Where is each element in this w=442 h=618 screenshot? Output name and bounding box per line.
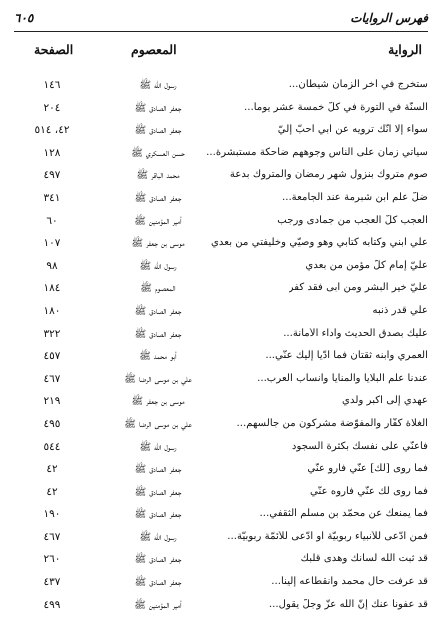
page-cell: ١٠٧ <box>43 237 61 250</box>
masoom-cell: موسى بن جعفر ﷺ <box>131 396 185 408</box>
table-row <box>14 596 428 618</box>
narration-cell: قد عرفت حال محمد وانقطاعه إلينا... <box>271 576 428 588</box>
table-row <box>14 573 428 596</box>
page-cell: ٤٩٥ <box>43 417 61 430</box>
masoom-cell: رسول الله ﷺ <box>139 531 177 543</box>
page-cell: ٤٣٧ <box>43 576 61 589</box>
masoom-cell: المعصوم ﷺ <box>140 283 176 295</box>
table-row <box>14 438 428 461</box>
masoom-cell: أمير المؤمنين ﷺ <box>134 215 182 227</box>
masoom-cell: موسى بن جعفر ﷺ <box>131 238 185 250</box>
masoom-cell: رسول الله ﷺ <box>139 260 177 272</box>
table-row <box>14 370 428 393</box>
masoom-cell: رسول الله ﷺ <box>139 441 177 453</box>
narration-cell: قد ثبت الله لسانك وهدى قلبك <box>300 553 428 565</box>
narration-column-header: الرواية <box>388 42 422 57</box>
page-cell: ٤٩٩ <box>43 598 61 611</box>
narration-cell: عليّ إمام كلّ مؤمن من بعدي <box>305 259 428 271</box>
narration-cell: ضلّ علم ابن شبرمة عند الجامعة... <box>281 191 428 203</box>
table-row <box>14 528 428 551</box>
masoom-cell: أمير المؤمنين ﷺ <box>134 599 182 611</box>
page-cell: ٦٠ <box>46 214 58 227</box>
running-title: فهرس الروايات <box>350 11 428 25</box>
narration-cell: فما روى لك عنّي فاروه عنّي <box>310 485 428 497</box>
table-row <box>14 302 428 325</box>
masoom-cell: علي بن موسى الرضا ﷺ <box>124 373 192 385</box>
masoom-cell: جعفر الصادق ﷺ <box>134 509 182 521</box>
masoom-cell: جعفر الصادق ﷺ <box>134 486 182 498</box>
page-cell: ٢٠٤ <box>43 101 61 114</box>
masoom-cell: جعفر الصادق ﷺ <box>134 102 182 114</box>
table-row <box>14 99 428 122</box>
page-header <box>14 6 428 30</box>
table-row <box>14 325 428 348</box>
table-row <box>14 505 428 528</box>
narration-cell: عهدي إلى أكبر ولدي <box>342 395 428 407</box>
narration-cell: السنّة في التورة في كلّ خمسة عشر يوماً... <box>244 101 428 113</box>
table-row <box>14 279 428 302</box>
masoom-cell: رسول الله ﷺ <box>139 80 177 91</box>
page-cell: ٥٤٤ <box>43 440 61 453</box>
narration-cell: عليّ خير البشر ومن أبى فقد كفر <box>288 282 428 294</box>
table-row <box>14 121 428 144</box>
masoom-cell: جعفر الصادق ﷺ <box>134 554 182 566</box>
table-row <box>14 76 428 99</box>
masoom-cell: أبو محمد ﷺ <box>139 351 177 363</box>
narration-cell: فما يمنعك عن محمّد بن مسلم الثقفي... <box>259 508 428 520</box>
narration-cell: فأعنّي على نفسك بكثرة السجود <box>291 440 428 452</box>
narration-cell: الغلاة كفّار والمفوّضة مشركون من جالسهم... <box>236 417 428 429</box>
masoom-cell: محمد الباقر ﷺ <box>136 170 180 182</box>
page-cell: ١٤٦ <box>43 79 61 91</box>
narration-cell: علي ابني وكتابه كتابي وهو وصيّي وخليفتي من بعدي <box>210 237 428 249</box>
page-cell: ٩٨ <box>46 259 58 272</box>
table-row <box>14 415 428 438</box>
masoom-cell: حسن العسكري ﷺ <box>131 147 185 159</box>
page-cell: ٤٩٧ <box>43 169 61 182</box>
masoom-cell: جعفر الصادق ﷺ <box>134 125 182 137</box>
page-cell: ٤٦٧ <box>43 372 61 385</box>
table-row <box>14 234 428 257</box>
narration-cell: ستخرج في آخر الزمان شيطان... <box>288 79 428 90</box>
table-row <box>14 212 428 235</box>
page-cell: ١٢٨ <box>43 146 61 159</box>
header-rule <box>14 31 428 32</box>
table-row <box>14 483 428 506</box>
masoom-cell: جعفر الصادق ﷺ <box>134 577 182 589</box>
table-row <box>14 257 428 280</box>
table-row <box>14 189 428 212</box>
page-cell: ٤٥٧ <box>43 350 61 363</box>
masoom-cell: جعفر الصادق ﷺ <box>134 192 182 204</box>
masoom-cell: جعفر الصادق ﷺ <box>134 305 182 317</box>
table-row <box>14 144 428 167</box>
page-cell: ١٨٠ <box>43 304 61 317</box>
page-cell: ٤٢ <box>46 485 58 498</box>
column-headers <box>14 42 428 64</box>
narration-cell: سيأتي زمان على الناس وجوههم ضاحكة مستبشرة... <box>206 146 428 158</box>
narration-cell: سواء إلّا أنّك ترويه عن أبي أحبّ إليّ <box>277 124 428 136</box>
table-row <box>14 460 428 483</box>
narration-cell: فمن ادّعى للأنبياء ربوبيّة أو ادّعى للأئمّة ربوبيّة... <box>227 530 428 542</box>
page-cell: ٢٦٠ <box>43 553 61 566</box>
narration-cell: العمري وابنه ثقتان فما أدّيا إليك عنّي... <box>265 350 428 362</box>
page-cell: ٣٢٢ <box>43 327 61 340</box>
narration-cell: علي قدر ذنبه <box>372 304 428 316</box>
narration-cell: قد عفونا عنك إنّ الله عزّ وجلّ يقول... <box>268 598 428 610</box>
page-cell: ٤٢ <box>46 463 58 476</box>
masoom-cell: علي بن موسى الرضا ﷺ <box>124 418 192 430</box>
page-cell: ٢١٩ <box>43 395 61 408</box>
masoom-cell: جعفر الصادق ﷺ <box>134 464 182 476</box>
page-cell: ٤٦٧ <box>43 530 61 543</box>
page-number: ٦٠٥ <box>14 11 34 25</box>
narration-cell: صوم متروك بنزول شهر رمضان والمتروك بدعة <box>229 169 428 181</box>
narration-cell: العجب كلّ العجب من جمادى ورجب <box>277 214 428 226</box>
index-table <box>14 76 428 618</box>
table-row <box>14 347 428 370</box>
page-cell: ١٩٠ <box>43 508 61 521</box>
page-column-header: الصفحة <box>34 42 74 57</box>
page-cell: ١٨٤ <box>43 282 61 295</box>
narration-cell: فما روى [لك] عنّي فارو عنّي <box>307 463 428 475</box>
narration-cell: عليك بصدق الحديث وأداء الأمانة... <box>283 327 428 339</box>
page-cell: ٣٤١ <box>43 191 61 204</box>
table-row <box>14 392 428 415</box>
table-row <box>14 166 428 189</box>
narration-cell: عندنا علم البلايا والمنايا وأنساب العرب... <box>257 372 428 384</box>
masoom-column-header: المعصوم <box>131 42 177 57</box>
page-cell: ٤٢، ٥١٤ <box>34 124 70 137</box>
table-row <box>14 550 428 573</box>
masoom-cell: جعفر الصادق ﷺ <box>134 328 182 340</box>
